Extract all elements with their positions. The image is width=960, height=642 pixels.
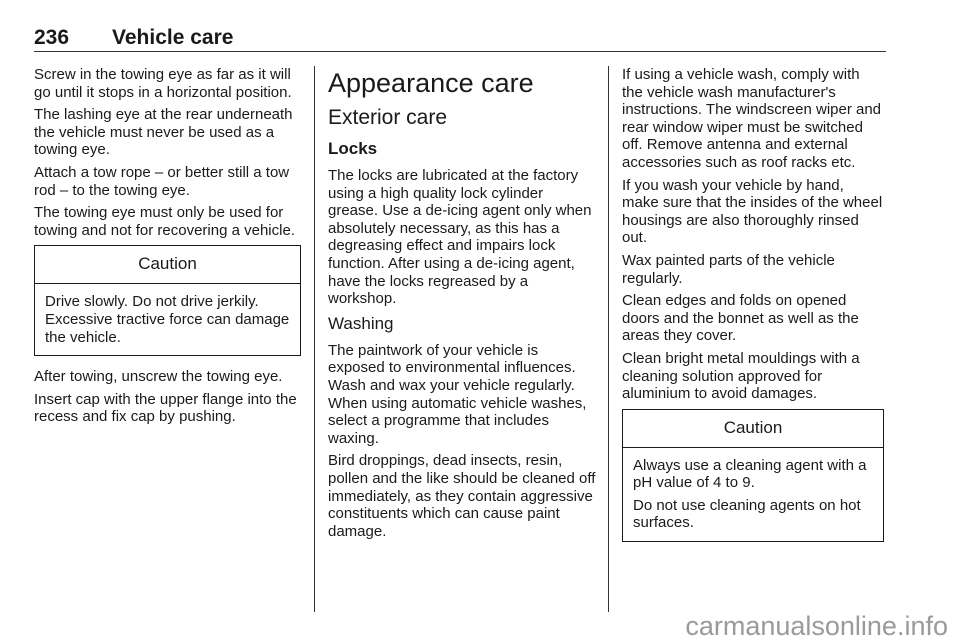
paragraph-towing-only: The towing eye must only be used for towing and not for recovering a vehicle. (34, 204, 295, 239)
paragraph-after-towing: After towing, unscrew the towing eye. (34, 368, 283, 386)
paragraph-metal-mouldings: Clean bright metal mouldings with a cleaning solution approved for aluminium to avoid damages. (622, 349, 860, 403)
heading-locks: Locks (328, 139, 378, 158)
caution-body (623, 448, 883, 541)
caution-title: Caution (35, 246, 300, 284)
paragraph-lashing-eye: The lashing eye at the rear underneath the vehicle must never be used as a towing eye. (34, 106, 293, 159)
caution-body (35, 284, 300, 355)
column-3 (622, 66, 884, 554)
chapter-title: Vehicle care (112, 26, 234, 49)
column-2 (328, 66, 596, 545)
paragraph-hand-wash: If you wash your vehicle by hand, make sure that the insides of the wheel housings are also thoroughly rinsed out. (622, 176, 883, 247)
header-rule (34, 51, 886, 52)
paragraph-vehicle-wash: If using a vehicle wash, comply with the vehicle wash manufacturer's instructions. The windscreen wiper and rear window wiper must be switched off. Remove antenna and external accessories such as roof racks etc. (622, 66, 882, 171)
section-heading-appearance-care: Appearance care (328, 68, 534, 98)
paragraph-clean-edges: Clean edges and folds on opened doors and the bonnet as well as the areas they cover. (622, 292, 859, 345)
caution-box-towing (34, 245, 301, 356)
paragraph-wax: Wax painted parts of the vehicle regularly. (622, 251, 835, 287)
paragraph-washing-1: The paintwork of your vehicle is exposed to environmental influences. Wash and wax your vehicle regularly. When using automatic vehicle washes, select a programme that includes waxing. (328, 341, 587, 447)
caution-title: Caution (623, 410, 883, 448)
watermark: carmanualsonline.info (685, 611, 948, 641)
page-number: 236 (34, 26, 70, 49)
paragraph-insert-cap: Insert cap with the upper flange into the recess and fix cap by pushing. (34, 390, 297, 426)
caution-text-hot-surfaces: Do not use cleaning agents on hot surfaces. (633, 496, 861, 532)
paragraph-screw-towing-eye: Screw in the towing eye as far as it will go until it stops in a horizontal position. (34, 66, 292, 101)
column-divider-2 (608, 66, 609, 612)
subsection-heading-exterior-care: Exterior care (328, 106, 448, 129)
paragraph-washing-2: Bird droppings, dead insects, resin, pollen and the like should be cleaned off immediately, as they contain aggressive constituents which can cause paint damage. (328, 452, 596, 540)
column-divider-1 (314, 66, 315, 612)
heading-washing: Washing (328, 313, 394, 333)
page-header (34, 26, 886, 52)
caution-text: Drive slowly. Do not drive jerkily. Excessive tractive force can damage the vehicle. (45, 293, 290, 346)
caution-text-ph: Always use a cleaning agent with a pH value of 4 to 9. (633, 456, 867, 492)
caution-box-cleaning (622, 409, 884, 542)
paragraph-tow-rope: Attach a tow rope – or better still a tow rod – to the towing eye. (34, 163, 290, 199)
column-1 (34, 66, 301, 431)
paragraph-locks: The locks are lubricated at the factory using a high quality lock cylinder grease. Use a de-icing agent only when absolutely necessary, as this has a degreasing effect and impairs lock function. After using a de-icing agent, have the locks regreased by a workshop. (328, 167, 592, 308)
